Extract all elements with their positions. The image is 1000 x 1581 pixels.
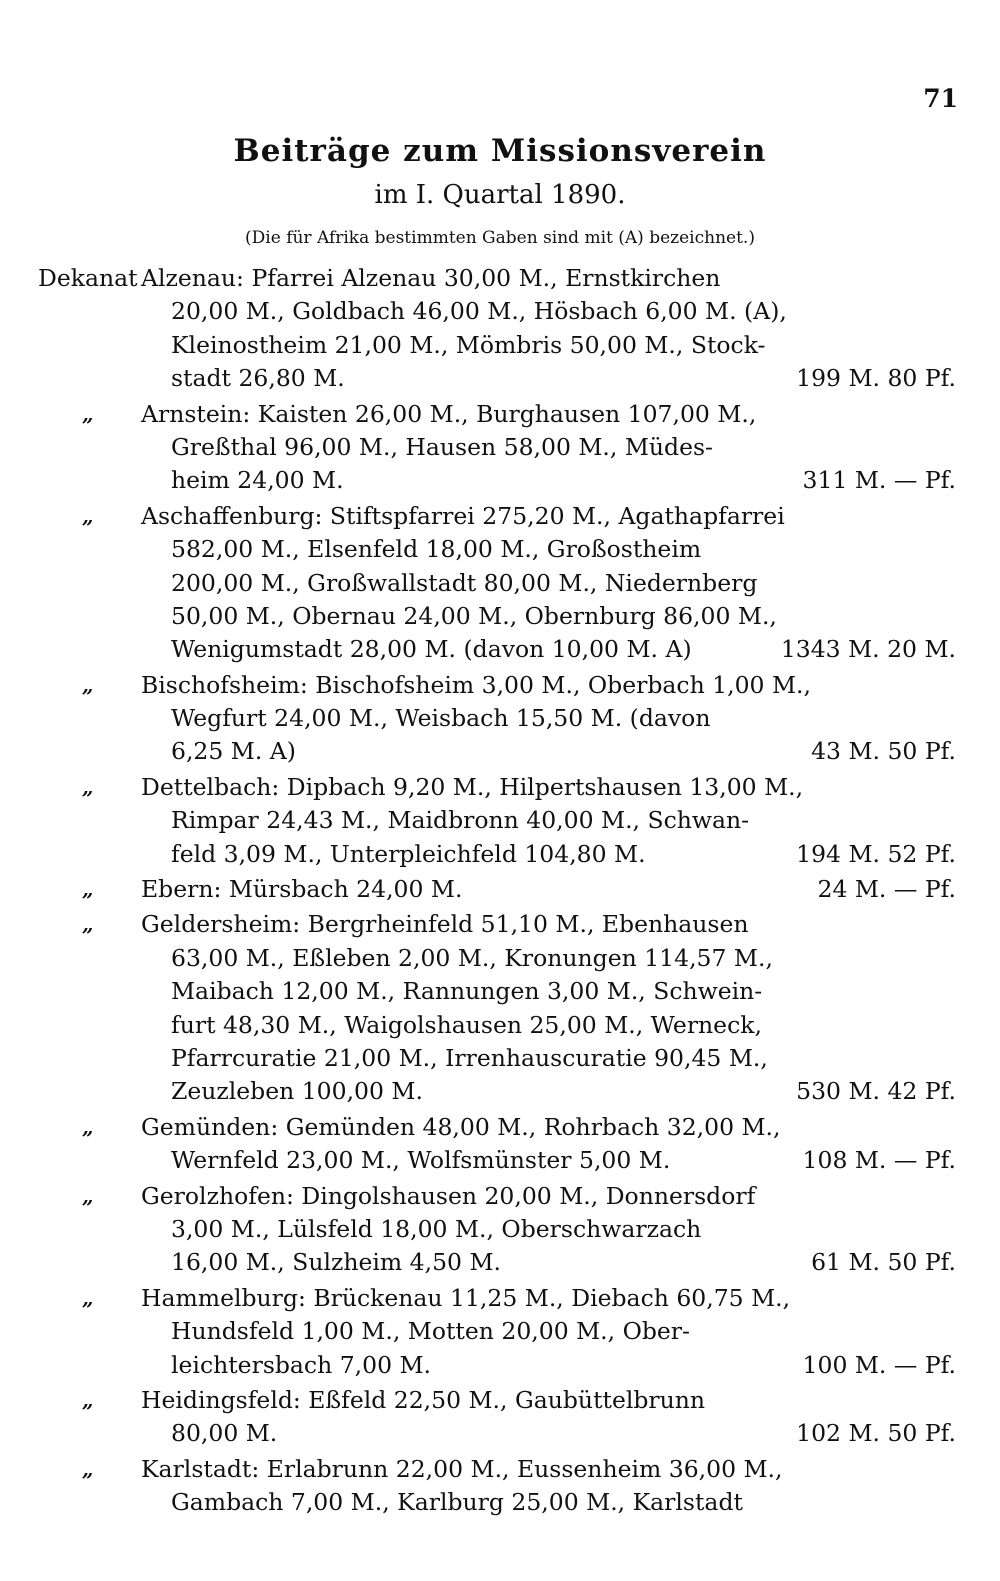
entry-text: Maibach 12,00 M., Rannungen 3,00 M., Schwein- — [171, 977, 763, 1006]
dekanat-entry — [38, 1384, 962, 1451]
entry-continuation-line — [38, 1315, 962, 1348]
entry-total: 100 M. — Pf. — [802, 1350, 956, 1379]
entry-first-line — [38, 1384, 962, 1417]
entry-text: 582,00 M., Elsenfeld 18,00 M., Großostheim — [171, 535, 702, 564]
entry-total: 1343 M. 20 M. — [780, 635, 956, 664]
entry-text: Gambach 7,00 M., Karlburg 25,00 M., Karlstadt — [171, 1488, 743, 1517]
entry-text: Zeuzleben 100,00 M. — [171, 1077, 423, 1106]
entry-text: Rimpar 24,43 M., Maidbronn 40,00 M., Schwan- — [171, 806, 750, 835]
entry-total: 311 M. — Pf. — [802, 466, 956, 495]
dekanat-entry — [38, 262, 962, 396]
entry-first-line — [38, 1453, 962, 1486]
entry-first-line — [38, 262, 962, 295]
ditto-mark: „ — [82, 912, 94, 937]
entry-text: Gerolzhofen: Dingolshausen 20,00 M., Donnersdorf — [141, 1181, 756, 1210]
entry-text: heim 24,00 M. — [171, 466, 344, 495]
ditto-mark: „ — [82, 1183, 94, 1208]
entry-continuation-line — [38, 975, 962, 1008]
entry-total: 61 M. 50 Pf. — [811, 1248, 956, 1277]
entry-first-line — [38, 1111, 962, 1144]
entry-text: furt 48,30 M., Waigolshausen 25,00 M., Werneck, — [171, 1010, 762, 1039]
entry-text: feld 3,09 M., Unterpleichfeld 104,80 M. — [171, 839, 646, 868]
entry-continuation-line — [38, 329, 962, 362]
entry-text: Arnstein: Kaisten 26,00 M., Burghausen 107,00 M., — [141, 399, 757, 428]
dekanat-entry — [38, 500, 962, 667]
entry-text: Alzenau: Pfarrei Alzenau 30,00 M., Ernstkirchen — [141, 264, 721, 292]
entry-continuation-line — [38, 295, 962, 328]
entry-continuation-line — [38, 1486, 962, 1519]
entry-text: Kleinostheim 21,00 M., Mömbris 50,00 M., Stock- — [171, 330, 766, 359]
page-subtitle: im I. Quartal 1890. — [374, 180, 626, 210]
entry-text: 3,00 M., Lülsfeld 18,00 M., Oberschwarzach — [171, 1214, 702, 1243]
entry-total: 108 M. — Pf. — [802, 1146, 956, 1175]
entry-first-line — [38, 1180, 962, 1213]
dekanat-label: Dekanat — [38, 264, 138, 292]
entry-text: Hundsfeld 1,00 M., Motten 20,00 M., Ober- — [171, 1317, 690, 1346]
entry-text: Aschaffenburg: Stiftspfarrei 275,20 M., Agathapfarrei — [141, 501, 785, 530]
dekanat-list — [38, 262, 962, 1521]
page-note: (Die für Afrika bestimmten Gaben sind mit (A) bezeichnet.) — [245, 228, 755, 248]
dekanat-entry — [38, 873, 962, 906]
entry-text: 50,00 M., Obernau 24,00 M., Obernburg 86,00 M., — [171, 601, 777, 630]
entry-first-line — [38, 908, 962, 941]
entry-total: 43 M. 50 Pf. — [811, 737, 956, 766]
ditto-mark: „ — [82, 877, 94, 902]
entry-text: stadt 26,80 M. — [171, 364, 345, 393]
entry-text: Bischofsheim: Bischofsheim 3,00 M., Oberbach 1,00 M., — [141, 670, 811, 699]
page-number: 71 — [923, 84, 958, 113]
dekanat-entry — [38, 1453, 962, 1520]
entry-text: Hammelburg: Brückenau 11,25 M., Diebach 60,75 M., — [141, 1283, 791, 1312]
entry-text: 63,00 M., Eßleben 2,00 M., Kronungen 114,57 M., — [171, 943, 773, 972]
entry-text: Heidingsfeld: Eßfeld 22,50 M., Gaubüttelbrunn — [141, 1385, 706, 1414]
entry-continuation-line — [38, 533, 962, 566]
ditto-mark: „ — [82, 503, 94, 528]
entry-text: Wenigumstadt 28,00 M. (davon 10,00 M. A) — [171, 635, 692, 664]
ditto-mark: „ — [82, 1285, 94, 1310]
ditto-mark: „ — [82, 1456, 94, 1481]
dekanat-entry — [38, 771, 962, 871]
entry-text: 6,25 M. A) — [171, 737, 296, 766]
dekanat-entry — [38, 1282, 962, 1382]
ditto-mark: „ — [82, 774, 94, 799]
entry-text: Ebern: Mürsbach 24,00 M. — [141, 875, 463, 904]
dekanat-entry — [38, 908, 962, 1108]
ditto-mark: „ — [82, 1114, 94, 1139]
entry-continuation-line — [38, 431, 962, 464]
dekanat-entry — [38, 398, 962, 498]
entry-first-line — [38, 771, 962, 804]
entry-text: Pfarrcuratie 21,00 M., Irrenhauscuratie 90,45 M., — [171, 1043, 768, 1072]
entry-text: Wegfurt 24,00 M., Weisbach 15,50 M. (davon — [171, 704, 711, 733]
ditto-mark: „ — [82, 401, 94, 426]
entry-text: 16,00 M., Sulzheim 4,50 M. — [171, 1248, 501, 1277]
entry-first-line — [38, 398, 962, 431]
entry-total: 102 M. 50 Pf. — [796, 1419, 956, 1448]
ditto-mark: „ — [82, 1387, 94, 1412]
page-title: Beiträge zum Missionsverein — [233, 133, 767, 169]
entry-total: 199 M. 80 Pf. — [796, 364, 956, 393]
entry-continuation-line — [38, 1213, 962, 1246]
entry-text: Geldersheim: Bergrheinfeld 51,10 M., Ebenhausen — [141, 910, 749, 939]
entry-text: Dettelbach: Dipbach 9,20 M., Hilpertshausen 13,00 M., — [141, 772, 804, 801]
entry-text: leichtersbach 7,00 M. — [171, 1350, 432, 1379]
entry-text: Gemünden: Gemünden 48,00 M., Rohrbach 32,00 M., — [141, 1112, 781, 1141]
entry-text: Karlstadt: Erlabrunn 22,00 M., Eussenheim 36,00 M., — [141, 1454, 783, 1483]
entry-text: 80,00 M. — [171, 1419, 278, 1448]
entry-total: 24 M. — Pf. — [817, 875, 956, 904]
entry-continuation-line — [38, 600, 962, 633]
entry-continuation-line — [38, 942, 962, 975]
dekanat-entry — [38, 669, 962, 769]
entry-first-line — [38, 1282, 962, 1315]
entry-text: 20,00 M., Goldbach 46,00 M., Hösbach 6,00 M. (A), — [171, 297, 787, 326]
entry-text: Greßthal 96,00 M., Hausen 58,00 M., Müdes- — [171, 432, 713, 461]
dekanat-entry — [38, 1111, 962, 1178]
entry-continuation-line — [38, 702, 962, 735]
entry-total: 194 M. 52 Pf. — [796, 839, 956, 868]
ditto-mark: „ — [82, 672, 94, 697]
entry-continuation-line — [38, 804, 962, 837]
entry-text: Wernfeld 23,00 M., Wolfsmünster 5,00 M. — [171, 1146, 671, 1175]
entry-continuation-line — [38, 567, 962, 600]
entry-first-line — [38, 669, 962, 702]
entry-text: 200,00 M., Großwallstadt 80,00 M., Niedernberg — [171, 568, 758, 597]
entry-continuation-line — [38, 1042, 962, 1075]
entry-total: 530 M. 42 Pf. — [796, 1077, 956, 1106]
entry-continuation-line — [38, 1009, 962, 1042]
entry-first-line — [38, 500, 962, 533]
dekanat-entry — [38, 1180, 962, 1280]
